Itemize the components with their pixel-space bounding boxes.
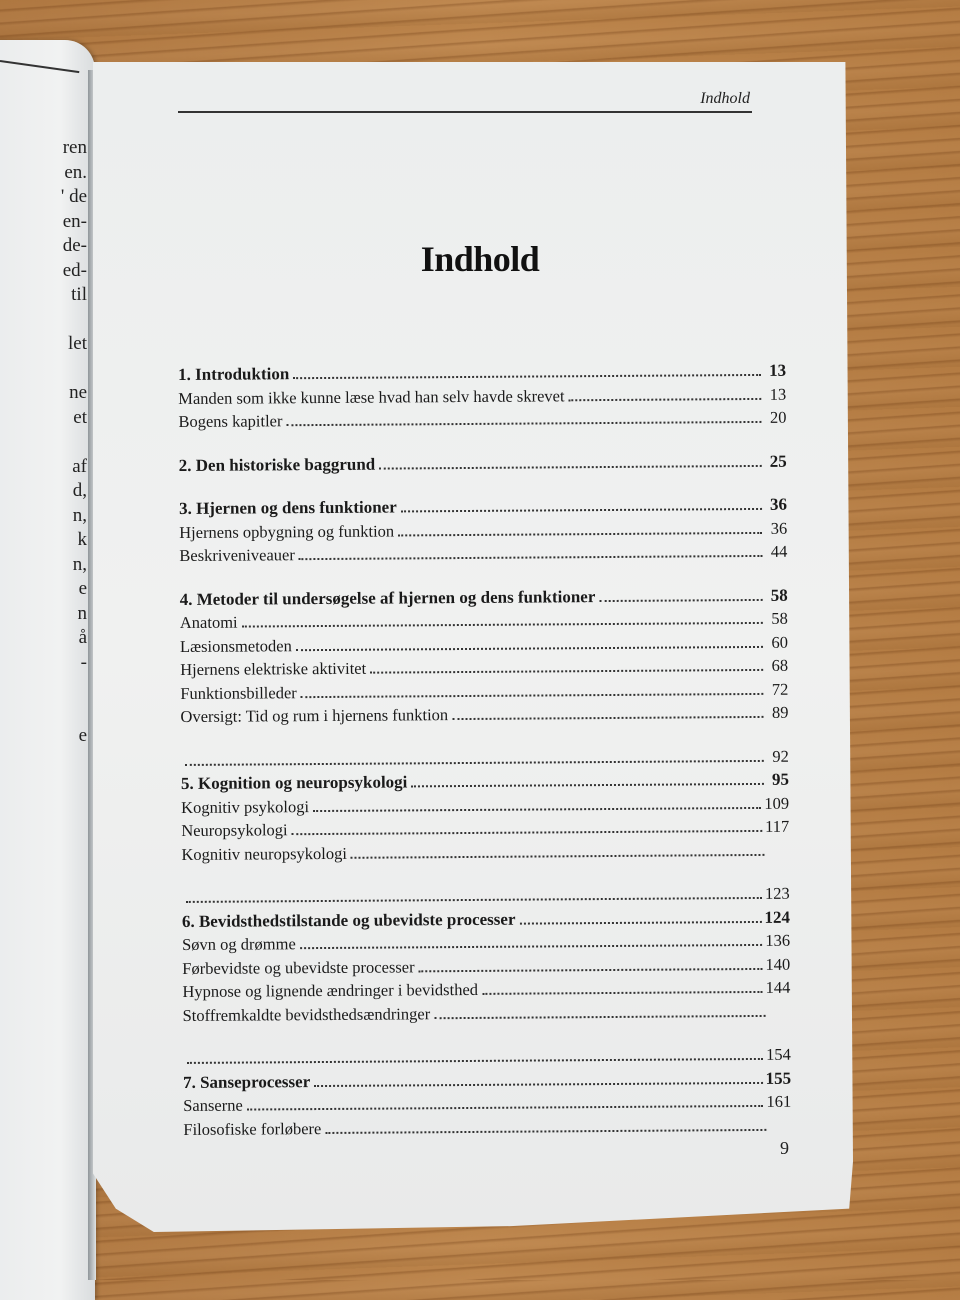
left-fragment: ne: [61, 381, 87, 406]
toc-page-number: 155: [762, 1066, 791, 1090]
dot-leader: [301, 674, 764, 697]
toc-page-number: 124: [761, 905, 790, 929]
toc-label: Sanserne: [183, 1094, 247, 1118]
toc-label: Stoffremkaldte bevidsthedsændringer: [182, 1002, 434, 1027]
toc-label: Neuropsykologi: [181, 818, 291, 842]
toc-entry: [183, 1110, 791, 1138]
left-page: [0, 40, 95, 1300]
dot-leader: [299, 537, 763, 560]
left-fragment: ' de: [61, 185, 87, 210]
toc-label: 6. Bevidsthedstilstande og ubevidste processer: [182, 907, 520, 933]
toc-page-number: 89: [763, 701, 788, 725]
toc-label: 5. Kognition og neuropsykologi: [181, 770, 412, 795]
toc-label: Kognitiv psykologi: [181, 795, 313, 819]
left-fragment: e: [61, 577, 87, 602]
toc-label: Filosofiske forløbere: [183, 1116, 325, 1140]
left-fragment: [61, 675, 87, 700]
toc-section-1: [178, 356, 786, 431]
dot-leader: [241, 604, 762, 628]
dot-leader: [599, 580, 762, 601]
left-fragment: e: [61, 724, 87, 749]
left-fragment: [61, 357, 87, 382]
left-fragment: -: [61, 651, 87, 676]
left-fragment: d,: [61, 479, 87, 504]
toc-page-number: 109: [761, 791, 789, 815]
toc-label: Beskriveniveauer: [179, 543, 299, 567]
toc-page-number: 161: [763, 1090, 791, 1114]
toc-page-number: 13: [761, 359, 786, 383]
toc-page-number: 44: [762, 540, 787, 564]
dot-leader: [482, 973, 763, 995]
left-fragment: til: [61, 283, 87, 308]
left-page-header-rule: [0, 60, 79, 73]
dot-leader: [313, 788, 761, 811]
toc-label: 1. Introduktion: [178, 362, 293, 386]
toc-page-number: 68: [763, 654, 788, 678]
toc-label: Hjernens opbygning og funktion: [179, 519, 398, 544]
toc-label: Anatomi: [180, 611, 242, 635]
toc-page-number: 136: [762, 929, 790, 953]
dot-leader: [452, 698, 763, 720]
running-head: Indhold: [690, 90, 750, 108]
dot-leader: [292, 812, 763, 835]
dot-leader: [247, 1087, 764, 1111]
left-fragment: n,: [61, 553, 87, 578]
toc-label: Kognitiv neuropsykologi: [181, 841, 351, 866]
toc-label: Funktionsbilleder: [180, 681, 301, 705]
toc-page-number: 72: [763, 677, 788, 701]
toc-section-2: [179, 446, 787, 474]
toc-section-4: [180, 580, 789, 725]
dot-leader: [286, 403, 761, 426]
page-number: 9: [780, 1138, 789, 1159]
toc-label: 4. Metoder til undersøgelse af hjernen og dens funktioner: [180, 585, 600, 611]
toc-label: Hypnose og lignende ændringer i bevidsthed: [182, 978, 482, 1004]
toc-page-number: 36: [762, 516, 787, 540]
dot-leader: [411, 765, 764, 787]
table-of-contents: [178, 356, 792, 1158]
dot-leader: [398, 513, 762, 536]
toc-label: 3. Hjernen og dens funktioner: [179, 495, 401, 520]
left-fragment: ren: [61, 136, 87, 161]
toc-page-number: 117: [762, 815, 789, 839]
left-fragment: [61, 430, 87, 455]
dot-leader: [379, 446, 762, 469]
left-fragment: ed-: [61, 259, 87, 284]
dot-leader: [351, 835, 765, 858]
toc-page-number: 58: [763, 583, 788, 607]
toc-page-number: 60: [763, 630, 788, 654]
left-fragment: n: [61, 602, 87, 627]
dot-leader: [418, 949, 762, 971]
toc-page-number: 140: [762, 952, 790, 976]
dot-leader: [187, 1040, 763, 1064]
toc-label: Søvn og drømme: [182, 932, 300, 956]
toc-section-6: [182, 879, 791, 1024]
toc-label: Oversigt: Tid og rum i hjernens funktion: [180, 703, 452, 728]
header-rule: [178, 111, 752, 113]
left-fragment: n,: [61, 504, 87, 529]
toc-page-number: 95: [764, 768, 789, 792]
left-fragment: de-: [61, 234, 87, 259]
toc-label: Hjernens elektriske aktivitet: [180, 657, 370, 682]
toc-chapter: [179, 446, 787, 474]
toc-label: 7. Sanseprocesser: [183, 1070, 314, 1094]
dot-leader: [185, 741, 764, 765]
toc-label: Bogens kapitler: [178, 409, 286, 433]
toc-page-number: 13: [761, 382, 786, 406]
toc-page-number: 36: [762, 493, 787, 517]
dot-leader: [325, 1110, 766, 1133]
left-fragment: en-: [61, 210, 87, 235]
toc-section-5: [181, 741, 790, 863]
dot-leader: [370, 651, 763, 674]
toc-label: Manden som ikke kunne læse hvad han selv havde skrevet: [178, 384, 568, 410]
toc-page-number: 144: [763, 976, 791, 1000]
toc-page-number: 154: [763, 1043, 791, 1067]
left-fragment: af: [61, 455, 87, 480]
dot-leader: [434, 996, 766, 1018]
left-fragment: et: [61, 406, 87, 431]
toc-page-number: 123: [762, 882, 790, 906]
toc-label: Læsionsmetoden: [180, 634, 296, 658]
toc-page-number: 92: [764, 744, 789, 768]
dot-leader: [186, 879, 762, 903]
toc-page-number: 25: [762, 449, 787, 473]
left-fragment: å: [61, 626, 87, 651]
toc-page-number: 58: [763, 607, 788, 631]
left-fragment: k: [61, 528, 87, 553]
left-fragment: en.: [61, 161, 87, 186]
dot-leader: [568, 379, 761, 400]
left-page-text-fragments: [61, 136, 87, 749]
left-fragment: let: [61, 332, 87, 357]
page-title: Indhold: [330, 238, 630, 280]
toc-label: Førbevidste og ubevidste processer: [182, 955, 418, 980]
dot-leader: [401, 490, 762, 513]
toc-section-3: [179, 490, 787, 565]
dot-leader: [300, 926, 763, 949]
toc-page-number: 20: [761, 406, 786, 430]
dot-leader: [519, 902, 761, 924]
left-fragment: [61, 308, 87, 333]
toc-section-7: [183, 1040, 792, 1138]
dot-leader: [293, 356, 761, 379]
dot-leader: [296, 627, 763, 650]
toc-label: 2. Den historiske baggrund: [179, 452, 380, 477]
dot-leader: [314, 1063, 762, 1086]
left-fragment: [61, 700, 87, 725]
